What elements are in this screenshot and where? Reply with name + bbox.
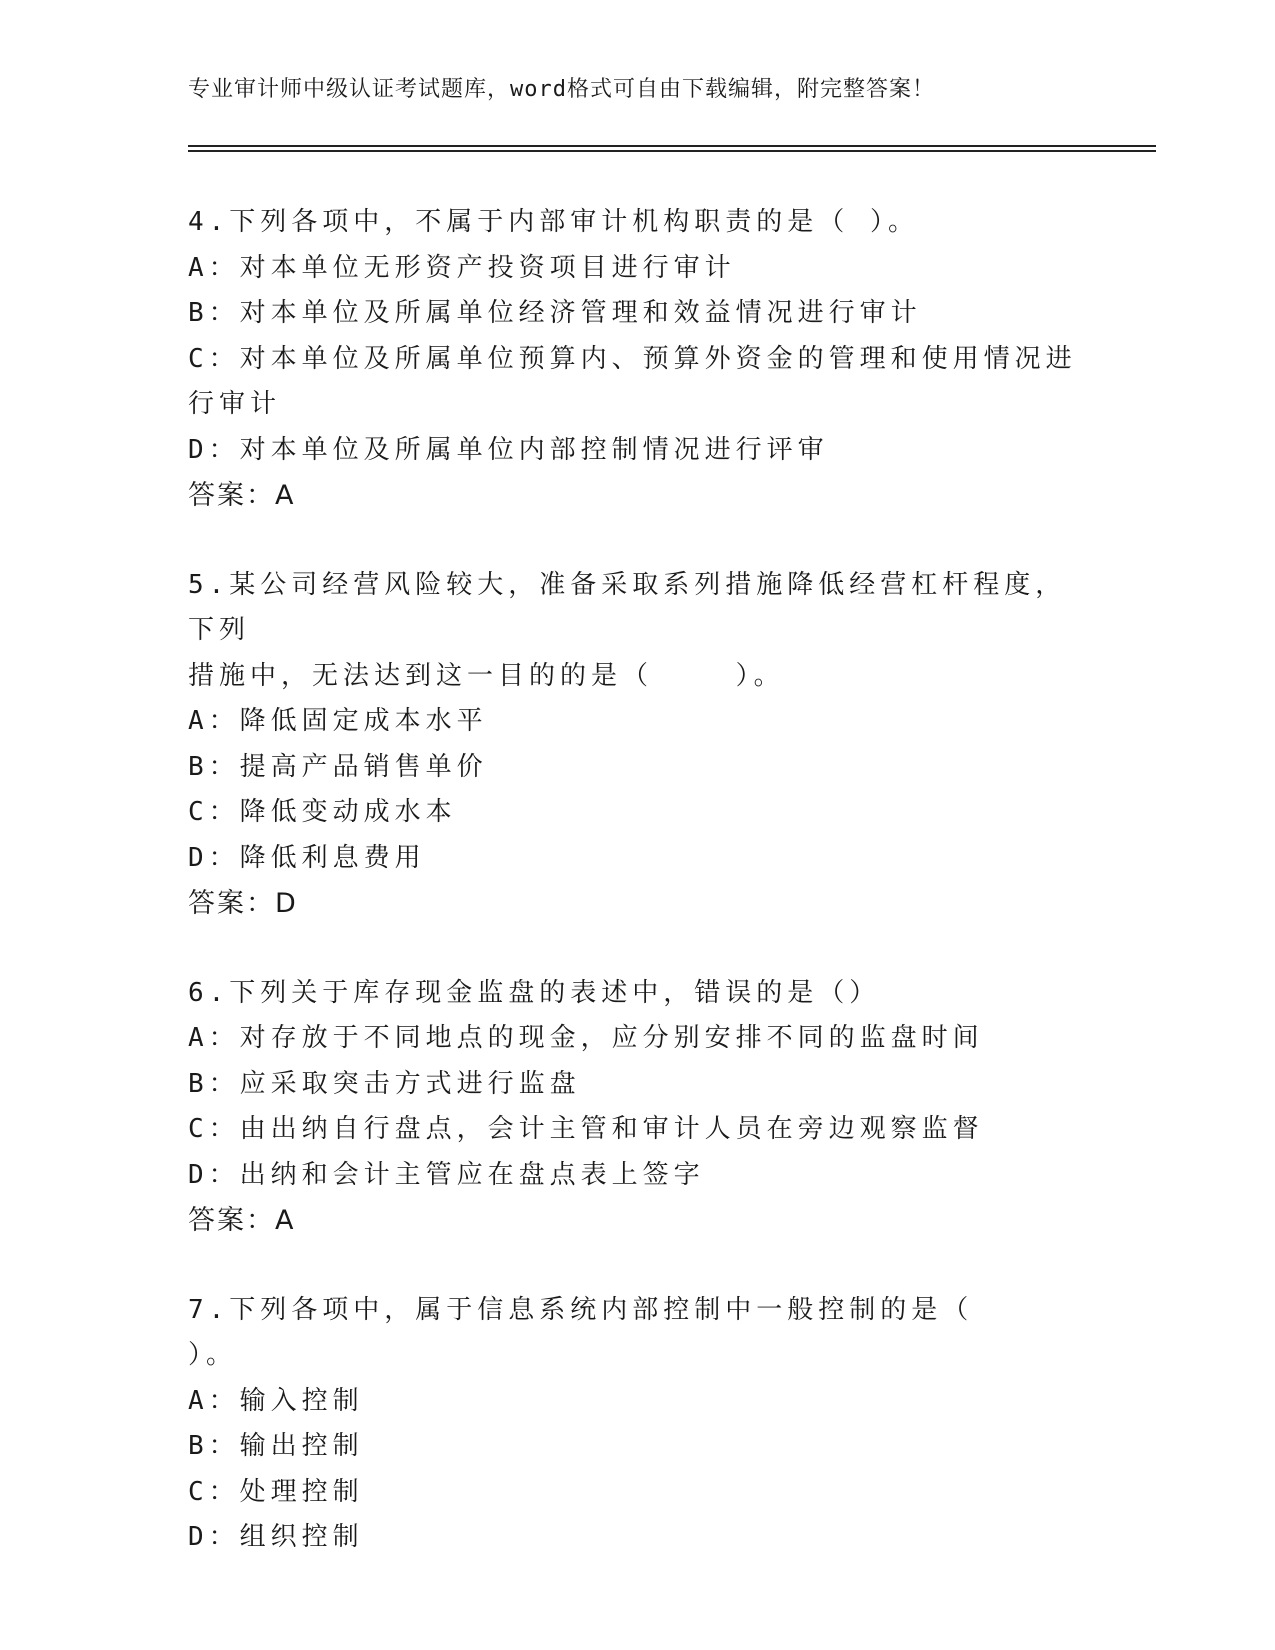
option-d: D：组织控制 [188,1522,364,1552]
option-a: A：对存放于不同地点的现金，应分别安排不同的监盘时间 [188,1023,984,1053]
header-divider-top [188,145,1156,147]
option-a: A：输入控制 [188,1385,364,1416]
option-a: A：降低固定成本水平 [188,706,488,736]
question-4 [188,200,1088,519]
option-d: D：出纳和会计主管应在盘点表上签字 [188,1159,705,1190]
question-6 [188,971,1088,1244]
option-b: B：对本单位及所属单位经济管理和效益情况进行审计 [188,298,922,328]
question-stem: 6.下列关于库存现金监盘的表述中，错误的是（） [188,977,881,1008]
answer: 答案：A [188,480,296,511]
question-stem-continued: 措施中，无法达到这一目的的是（ ）。 [188,660,785,691]
answer: 答案：D [188,888,298,919]
option-b: B：提高产品销售单价 [188,751,488,782]
option-b: B：应采取突击方式进行监盘 [188,1068,581,1099]
question-stem: 7.下列各项中，属于信息系统内部控制中一般控制的是（ ）。 [188,1294,1056,1370]
header-divider-bottom [188,150,1156,152]
question-7 [188,1288,1088,1561]
option-a: A：对本单位无形资产投资项目进行审计 [188,252,736,283]
question-stem: 5.某公司经营风险较大，准备采取系列措施降低经营杠杆程度，下列 [188,569,1067,645]
page-header: 专业审计师中级认证考试题库，word格式可自由下载编辑，附完整答案！ [188,77,935,102]
option-c: C：降低变动成水本 [188,797,457,827]
answer: 答案：A [188,1205,296,1236]
question-5 [188,563,1088,927]
option-b: B：输出控制 [188,1431,364,1461]
option-c: C：处理控制 [188,1476,364,1507]
question-list [188,200,1088,1605]
option-d: D：对本单位及所属单位内部控制情况进行评审 [188,434,829,465]
option-d: D：降低利息费用 [188,842,426,873]
option-c: C：由出纳自行盘点，会计主管和审计人员在旁边观察监督 [188,1114,984,1144]
option-c: C：对本单位及所属单位预算内、预算外资金的管理和使用情况进行审计 [188,343,1077,419]
question-stem: 4.下列各项中，不属于内部审计机构职责的是（ ）。 [188,207,919,237]
